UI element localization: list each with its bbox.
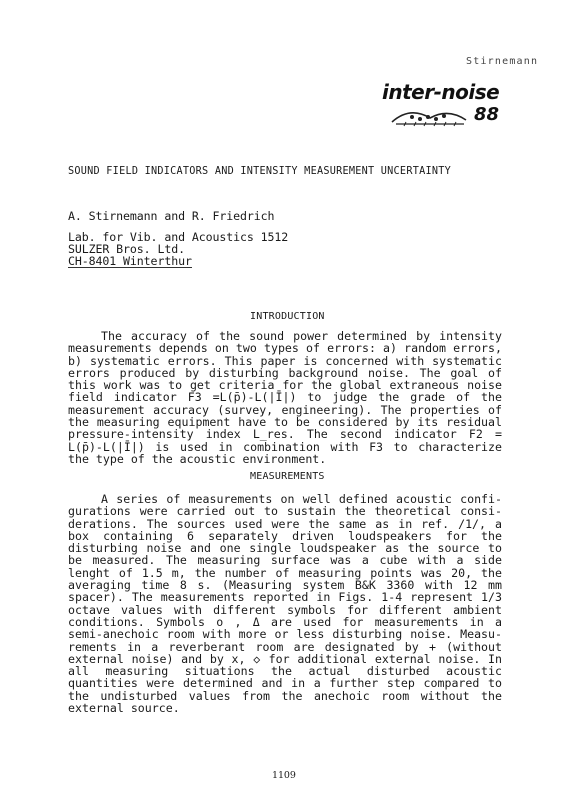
logo-year: 88 (474, 104, 500, 125)
paper-title: SOUND FIELD INDICATORS AND INTENSITY MEASUREMENT UNCERTAINTY (68, 166, 452, 177)
affiliation-line-1: Lab. for Vib. and Acoustics 1512 (68, 230, 289, 244)
affiliation-line-2: SULZER Bros. Ltd. (68, 242, 185, 256)
conference-logo (382, 80, 512, 132)
authors: A. Stirnemann and R. Friedrich (68, 209, 275, 223)
text-line: b) systematic errors. This paper is concerned with systematic (68, 353, 502, 368)
text-line: The accuracy of the sound power determined by intensity (101, 329, 502, 343)
text-line: derations. The sources used were the same as in ref. /1/, a (68, 516, 502, 531)
text-line: errors produced by disturbing background noise. The goal of (68, 365, 502, 380)
text-line: the measuring equipment have to be considered by its residual (68, 415, 502, 430)
text-line: field indicator F3 =L(p̄)-L(|Ī|) to judge the grade of the (68, 390, 502, 405)
text-line: rements in a reverberant room are designated by + (without (68, 639, 502, 654)
text-line: pressure-intensity index L_res. The second indicator F2 = (68, 427, 502, 442)
text-line: conditions. Symbols o , Δ are used for measurements in a (68, 614, 502, 629)
text-line: all measuring situations the actual disturbed acoustic (68, 664, 502, 679)
measurements-paragraph (68, 493, 502, 714)
text-line: A series of measurements on well defined acoustic confi- (101, 492, 502, 506)
text-line: quantities were determined and in a further step compared to (68, 676, 502, 691)
measurements-heading: MEASUREMENTS (250, 471, 325, 482)
text-line: averaging time 8 s. (Measuring system B&K 3360 with 12 mm (68, 578, 502, 593)
text-line: lenght of 1.5 m, the number of measuring points was 20, the (68, 565, 502, 580)
text-line: L(p̄)-L(|Ī|) is used in combination with F3 to characterize (68, 439, 502, 454)
text-line: box containing 6 separately driven loudspeakers for the (68, 528, 502, 543)
text-line: the type of the acoustic environment. (68, 451, 327, 466)
text-line: spacer). The measurements reported in Figs. 1-4 represent 1/3 (68, 590, 502, 605)
bridge-logo-icon (390, 104, 470, 128)
introduction-paragraph (68, 330, 502, 465)
introduction-heading: INTRODUCTION (250, 311, 325, 322)
text-line: this work was to get criteria for the global extraneous noise (68, 378, 502, 393)
text-line: external noise) and by x, ◇ for additional external noise. In (68, 651, 502, 666)
affiliation-line-3: CH-8401 Winterthur (68, 254, 192, 268)
page-number: 1109 (272, 770, 296, 781)
text-line: measurement accuracy (survey, engineering). The properties of (68, 402, 502, 417)
text-line: octave values with different symbols for different ambient (68, 602, 502, 617)
text-line: semi-anechoic room with more or less disturbing noise. Measu- (68, 627, 502, 642)
text-line: disturbing noise and one single loudspeaker as the source to (68, 541, 502, 556)
logo-name: inter-noise (382, 80, 500, 104)
text-line: gurations were carried out to sustain the theoretical consi- (68, 504, 502, 519)
text-line: measurements depends on two types of errors: a) random errors, (68, 341, 502, 356)
text-line: the undisturbed values from the anechoic room without the (68, 688, 502, 703)
text-line: external source. (68, 701, 180, 716)
text-line: be measured. The measuring surface was a cube with a side (68, 553, 502, 568)
author-running-head: Stirnemann (466, 56, 539, 67)
